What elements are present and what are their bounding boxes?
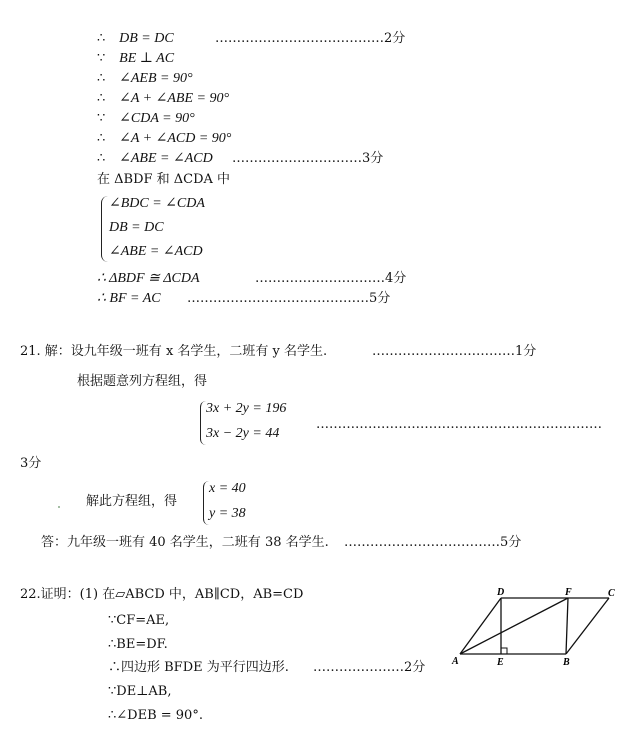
segment-ad (460, 598, 501, 654)
q21-eq-1: 3x + 2y = 196 (206, 401, 287, 416)
system-eq-1: ∠BDC = ∠CDA (109, 196, 205, 211)
proof-line-1: ∴ DB = DC …………………………………2分 (97, 31, 406, 46)
q21-solve-label: 解此方程组，得 (86, 494, 178, 509)
parallelogram-figure (450, 585, 620, 670)
system-brace (101, 196, 108, 262)
segment-af (460, 598, 568, 654)
q22-line-4: ∴四边形 BFDE 为平行四边形. …………………2分 (108, 660, 426, 675)
q22-line-1: 22.证明：(1) 在▱ABCD 中，AB∥CD，AB=CD (20, 587, 304, 602)
q21-setup: 根据题意列方程组，得 (77, 374, 208, 389)
system-eq-3: ∠ABE = ∠ACD (109, 244, 203, 259)
proof-line-7: ∴ ∠ABE = ∠ACD …………………………3分 (97, 151, 384, 166)
label-d: D (497, 587, 505, 598)
label-b: B (563, 657, 570, 668)
proof-line-5: ∵ ∠CDA = 90° (97, 111, 195, 126)
q22-line-3: ∴BE=DF. (108, 637, 168, 652)
q21-eq-dots: ………………………………………………………… (316, 417, 602, 432)
system-eq-2: DB = DC (109, 220, 164, 235)
label-f: F (565, 587, 572, 598)
q21-sol-2: y = 38 (209, 506, 246, 521)
proof-line-6: ∴ ∠A + ∠ACD = 90° (97, 131, 232, 146)
right-angle-mark (501, 648, 507, 654)
stray-dot (58, 506, 60, 508)
proof-line-4: ∴ ∠A + ∠ABE = 90° (97, 91, 230, 106)
q22-line-2: ∵CF=AE, (108, 613, 170, 628)
label-e: E (497, 657, 504, 668)
conclusion-line: ∴ BF = AC ……………………………………5分 (97, 291, 391, 306)
q21-intro: 21. 解：设九年级一班有 x 名学生，二班有 y 名学生. ……………………………1分 (20, 344, 537, 359)
segment-bc (566, 598, 609, 654)
congruent-line: ∴ ΔBDF ≅ ΔCDA …………………………4分 (97, 271, 407, 286)
q21-eq-score: 3分 (20, 456, 42, 471)
q21-sol-1: x = 40 (209, 481, 246, 496)
q22-line-6: ∴∠DEB = 90°. (108, 708, 203, 723)
label-c: C (608, 588, 615, 599)
proof-line-3: ∴ ∠AEB = 90° (97, 71, 193, 86)
q22-line-5: ∵DE⊥AB, (108, 684, 172, 699)
label-a: A (452, 656, 459, 667)
segment-bf (566, 598, 568, 654)
proof-line-2: ∵ BE ⊥ AC (97, 51, 175, 66)
q21-answer: 答：九年级一班有 40 名学生，二班有 38 名学生. ………………………………5分 (41, 535, 522, 550)
q21-eq-2: 3x − 2y = 44 (206, 426, 280, 441)
in-triangles-line: 在 ΔBDF 和 ΔCDA 中 (97, 172, 231, 187)
